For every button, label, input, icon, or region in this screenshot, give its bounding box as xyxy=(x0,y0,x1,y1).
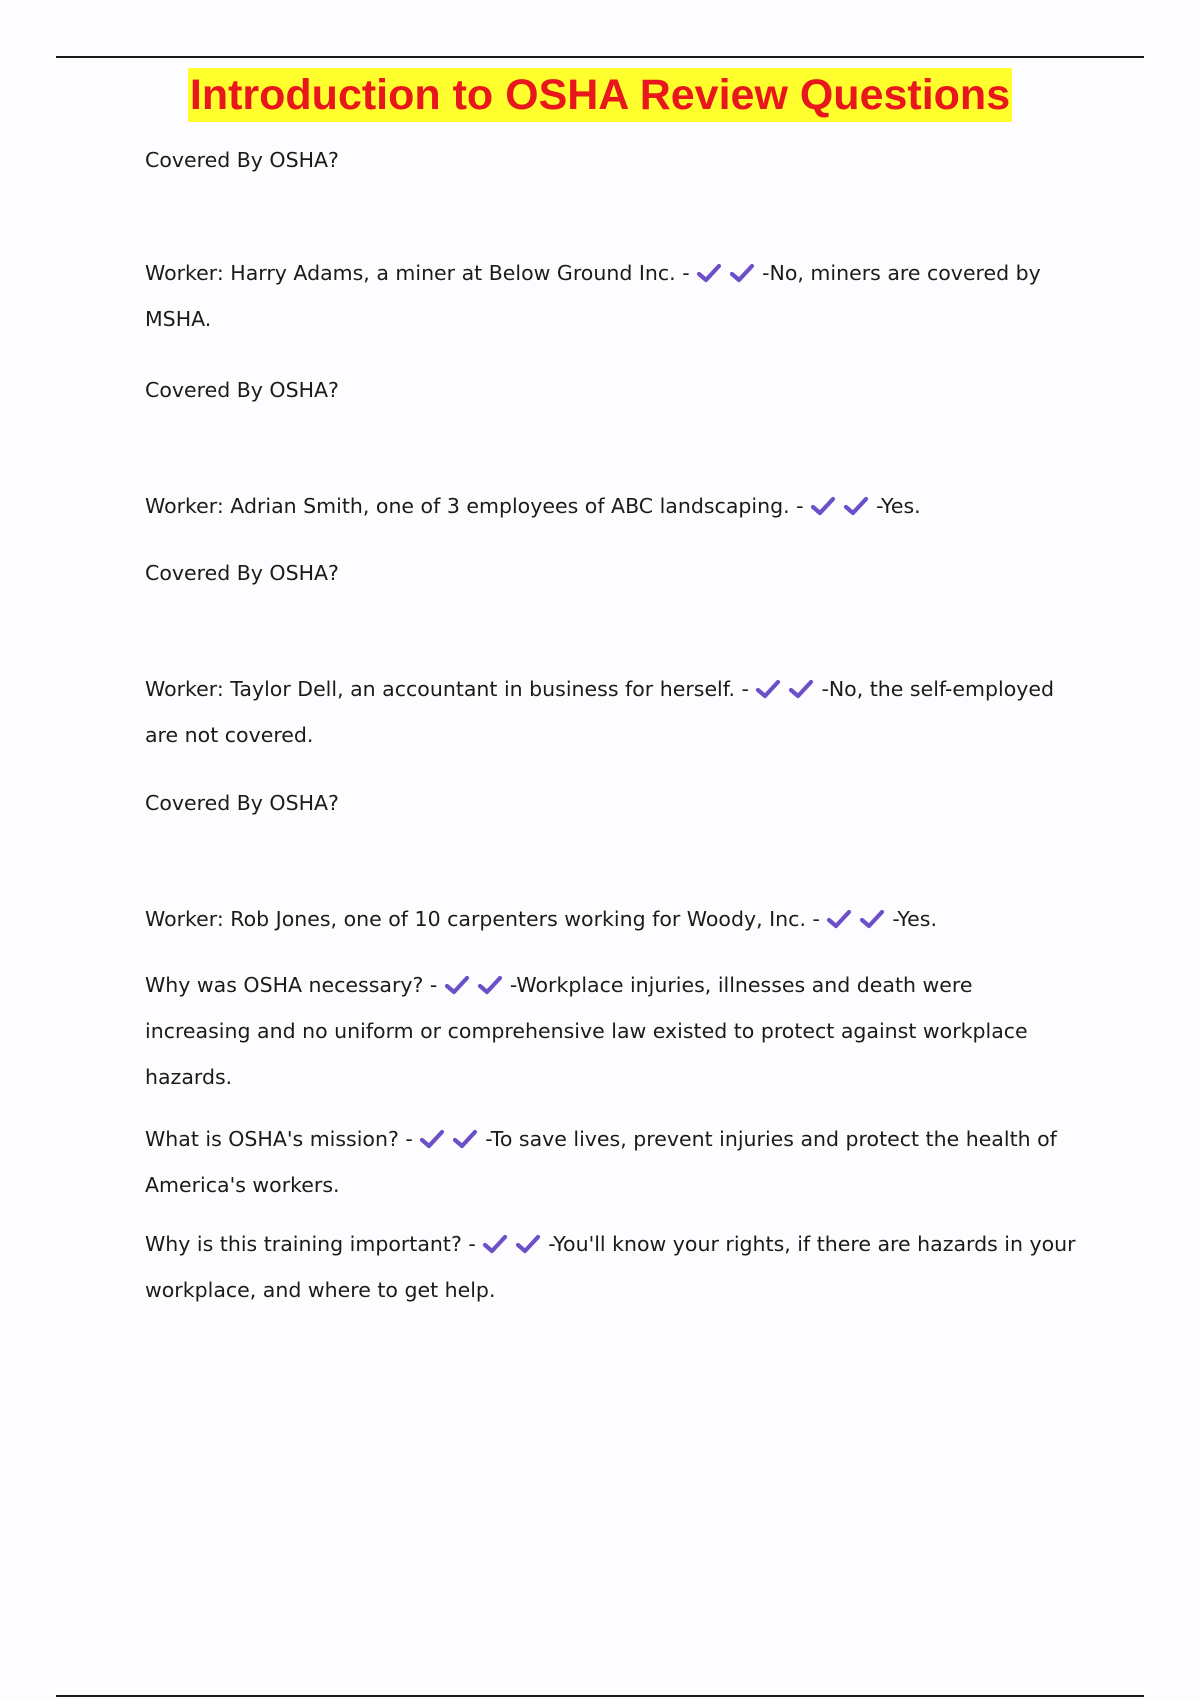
check-icon xyxy=(826,908,852,930)
check-icon xyxy=(444,974,470,996)
check-icon xyxy=(482,1233,508,1255)
question-heading xyxy=(145,137,1080,183)
answer-text: -Workplace injuries, illnesses and death were increasing and no uniform or comprehensive law existed to protect against workplace hazards. xyxy=(145,973,1028,1089)
check-icon xyxy=(755,678,781,700)
check-icon xyxy=(696,262,722,284)
qa-item xyxy=(145,962,1080,1100)
question-text: Worker: Harry Adams, a miner at Below Ground Inc. - xyxy=(145,261,690,285)
qa-item xyxy=(145,250,1080,342)
qa-item xyxy=(145,1221,1080,1313)
top-rule xyxy=(56,56,1144,58)
qa-item xyxy=(145,1116,1080,1208)
answer-text: -No, miners are covered by MSHA. xyxy=(145,261,1041,331)
check-icon xyxy=(843,495,869,517)
question-text: Worker: Taylor Dell, an accountant in business for herself. - xyxy=(145,677,749,701)
check-icon xyxy=(810,495,836,517)
question-text: Covered By OSHA? xyxy=(145,791,339,815)
question-text: Covered By OSHA? xyxy=(145,378,339,402)
check-icon xyxy=(729,262,755,284)
check-icon xyxy=(452,1128,478,1150)
bottom-rule xyxy=(56,1695,1144,1697)
question-heading xyxy=(145,780,1080,826)
question-heading xyxy=(145,367,1080,413)
question-heading xyxy=(145,550,1080,596)
question-text: Worker: Adrian Smith, one of 3 employees of ABC landscaping. - xyxy=(145,494,804,518)
question-text: Why was OSHA necessary? - xyxy=(145,973,438,997)
title-block xyxy=(0,68,1200,122)
answer-text: -You'll know your rights, if there are hazards in your workplace, and where to get help. xyxy=(145,1232,1076,1302)
question-text: Why is this training important? - xyxy=(145,1232,476,1256)
check-icon xyxy=(788,678,814,700)
qa-item xyxy=(145,666,1080,758)
check-icon xyxy=(859,908,885,930)
qa-item xyxy=(145,483,1080,529)
question-text: What is OSHA's mission? - xyxy=(145,1127,413,1151)
question-text: Worker: Rob Jones, one of 10 carpenters working for Woody, Inc. - xyxy=(145,907,820,931)
check-icon xyxy=(477,974,503,996)
check-icon xyxy=(419,1128,445,1150)
answer-text: -To save lives, prevent injuries and protect the health of America's workers. xyxy=(145,1127,1057,1197)
question-text: Covered By OSHA? xyxy=(145,561,339,585)
document-title: Introduction to OSHA Review Questions xyxy=(188,68,1012,122)
answer-text: -Yes. xyxy=(892,907,937,931)
question-text: Covered By OSHA? xyxy=(145,148,339,172)
answer-text: -No, the self-employed are not covered. xyxy=(145,677,1054,747)
check-icon xyxy=(515,1233,541,1255)
qa-item xyxy=(145,896,1080,942)
answer-text: -Yes. xyxy=(876,494,921,518)
